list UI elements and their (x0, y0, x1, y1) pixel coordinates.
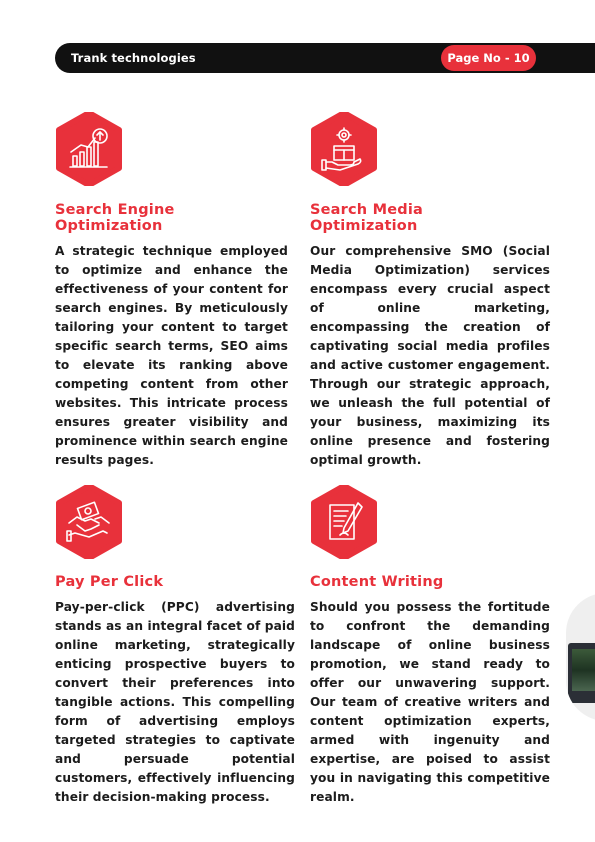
page-number-badge: Page No - 10 (441, 45, 536, 71)
service-title: Search Engine Optimization (55, 202, 175, 234)
service-description: Our comprehensive SMO (Social Media Optimization) services encompass every crucial aspect of online marketing, encompassing the creation of captivating social media profiles and active customer engagement. Through our strategic approach, we unleash the full potential of your business, maximizing its online presence and fostering optimal growth. (310, 244, 550, 467)
company-name: Trank technologies (71, 51, 196, 65)
header-bar (55, 43, 595, 73)
laptop-screen-image (568, 643, 595, 703)
service-title: Pay Per Click (55, 574, 164, 590)
social-media-gear-box-icon (310, 112, 378, 186)
service-description: A strategic technique employed to optimize and enhance the effectiveness of your content for search engines. By meticulously tailoring your content to target specific search terms, SEO aims to elevate its ranking above competing content from other websites. This intricate process ensures greater visibility and prominence within search engine results pages. (55, 244, 288, 467)
seo-growth-chart-icon (55, 112, 123, 186)
document-pen-icon (310, 485, 378, 559)
handshake-money-icon (55, 485, 123, 559)
service-description: Pay-per-click (PPC) advertising stands as an integral facet of paid online marketing, strategically enticing prospective buyers to convert their preferences into tangible actions. This compelling form of advertising employs targeted strategies to captivate and persuade potential customers, effectively influencing their decision-making process. (55, 600, 295, 804)
decorative-photo (566, 593, 595, 721)
service-title: Search Media Optimization (310, 202, 423, 234)
service-title: Content Writing (310, 574, 444, 590)
service-description: Should you possess the fortitude to confront the demanding landscape of online business promotion, we stand ready to offer our unwavering support. Our team of creative writers and content optimization experts, armed with ingenuity and expertise, are poised to assist you in navigating this competitive realm. (310, 600, 550, 804)
